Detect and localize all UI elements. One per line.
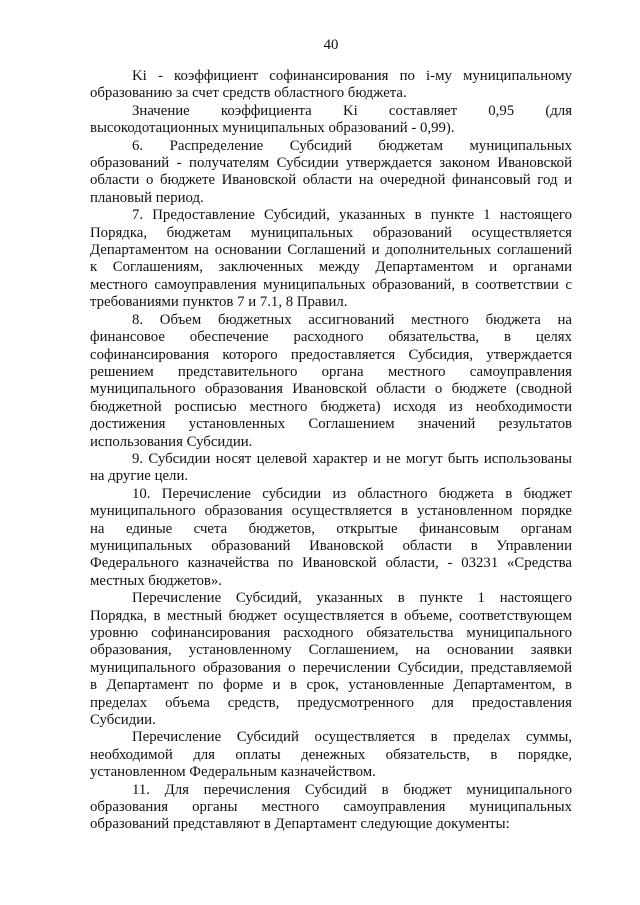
text-line: Субсидии.: [90, 712, 156, 729]
paragraph-item-10: [90, 486, 572, 590]
text-line: Ki - коэффициент софинансирования по i-му муниципальному: [132, 68, 572, 84]
paragraph-item-11: [90, 782, 572, 834]
text-line: образования органы местного самоуправления муниципальных: [90, 799, 572, 816]
text-line: использования Субсидии.: [90, 433, 253, 450]
text-line: уровню софинансирования расходного обязательства муниципального: [90, 625, 572, 641]
text-line: муниципальных образований Ивановской области в Управлении: [90, 537, 572, 554]
text-line: Порядка, в местный бюджет осуществляется в объеме, соответствующем: [90, 607, 572, 624]
text-line: бюджетной росписью местного бюджета) исходя из необходимости: [90, 398, 572, 415]
paragraph-item-9: [90, 451, 572, 486]
paragraph-transfer-limit: [90, 729, 572, 781]
text-line: на другие цели.: [90, 468, 189, 485]
text-line: Перечисление Субсидий осуществляется в пределах суммы,: [132, 729, 572, 746]
text-line: достижения установленных Соглашением значений результатов: [90, 416, 572, 433]
paragraph-ki-definition: [90, 68, 572, 103]
paragraph-item-6: [90, 138, 572, 208]
paragraph-transfer-volume: [90, 590, 572, 729]
text-line: установленном Федеральным казначейством.: [90, 764, 376, 781]
text-line: Федерального казначейства по Ивановской области, - 03231 «Средства: [90, 555, 572, 572]
text-line: в Департамент по форме и в срок, установленные Департаментом, в: [90, 677, 572, 694]
text-line: пределах объема средств, предусмотренного для предоставления: [90, 694, 572, 711]
document-body: [90, 68, 572, 834]
text-line: решением представительного органа местного самоуправления: [90, 363, 572, 380]
text-line: финансовое обеспечение расходного обязательства, в целях: [90, 329, 572, 346]
text-line: к Соглашениям, заключенных между Департаментом и органами: [90, 259, 572, 276]
text-line: 10. Перечисление субсидии из областного бюджета в бюджет: [132, 485, 572, 502]
text-line: образований представляют в Департамент следующие документы:: [90, 816, 510, 833]
text-line: муниципального образования Ивановской области о бюджете (сводной: [90, 381, 572, 398]
text-line: Перечисление Субсидий, указанных в пункте 1 настоящего: [132, 590, 572, 607]
text-line: образованию за счет средств областного бюджета.: [90, 85, 407, 102]
text-line: 9. Субсидии носят целевой характер и не могут быть использованы: [132, 450, 572, 467]
text-line: 7. Предоставление Субсидий, указанных в пункте 1 настоящего: [132, 207, 572, 224]
text-line: требованиями пунктов 7 и 7.1, 8 Правил.: [90, 294, 348, 311]
text-line: Порядка, бюджетам муниципальных образований осуществляется: [90, 224, 572, 241]
text-line: 6. Распределение Субсидий бюджетам муниципальных: [132, 137, 572, 154]
text-line: области о бюджете Ивановской области на очередной финансовый год и: [90, 172, 572, 189]
text-line: софинансирования которого предоставляется Субсидия, утверждается: [90, 346, 572, 363]
paragraph-ki-value: [90, 103, 572, 138]
text-line: 11. Для перечисления Субсидий в бюджет муниципального: [132, 781, 572, 798]
text-line: муниципального образования осуществляется в установленном порядке: [90, 503, 572, 520]
text-line: на единые счета бюджетов, открытые финансовым органам: [90, 520, 572, 537]
text-line: местного самоуправления муниципальных образований, в соответствии с: [90, 276, 572, 293]
page-number: 40: [323, 37, 339, 53]
paragraph-item-8: [90, 312, 572, 451]
paragraph-item-7: [90, 207, 572, 311]
text-line: высокодотационных муниципальных образований - 0,99).: [90, 120, 455, 137]
text-line: Департаментом на основании Соглашений и дополнительных соглашений: [90, 242, 572, 259]
text-line: 8. Объем бюджетных ассигнований местного бюджета на: [132, 311, 572, 328]
text-line: необходимой для оплаты денежных обязательств, в порядке,: [90, 746, 572, 763]
text-line: образования, установленному Соглашением, на основании заявки: [90, 642, 572, 659]
text-line: образований - получателям Субсидии утверждается законом Ивановской: [90, 155, 572, 172]
text-line: местных бюджетов».: [90, 572, 223, 589]
text-line: плановый период.: [90, 189, 204, 206]
text-line: муниципального образования о перечислении Субсидии, представляемой: [90, 659, 572, 676]
text-line: Значение коэффициента Ki составляет 0,95 (для: [132, 102, 572, 119]
